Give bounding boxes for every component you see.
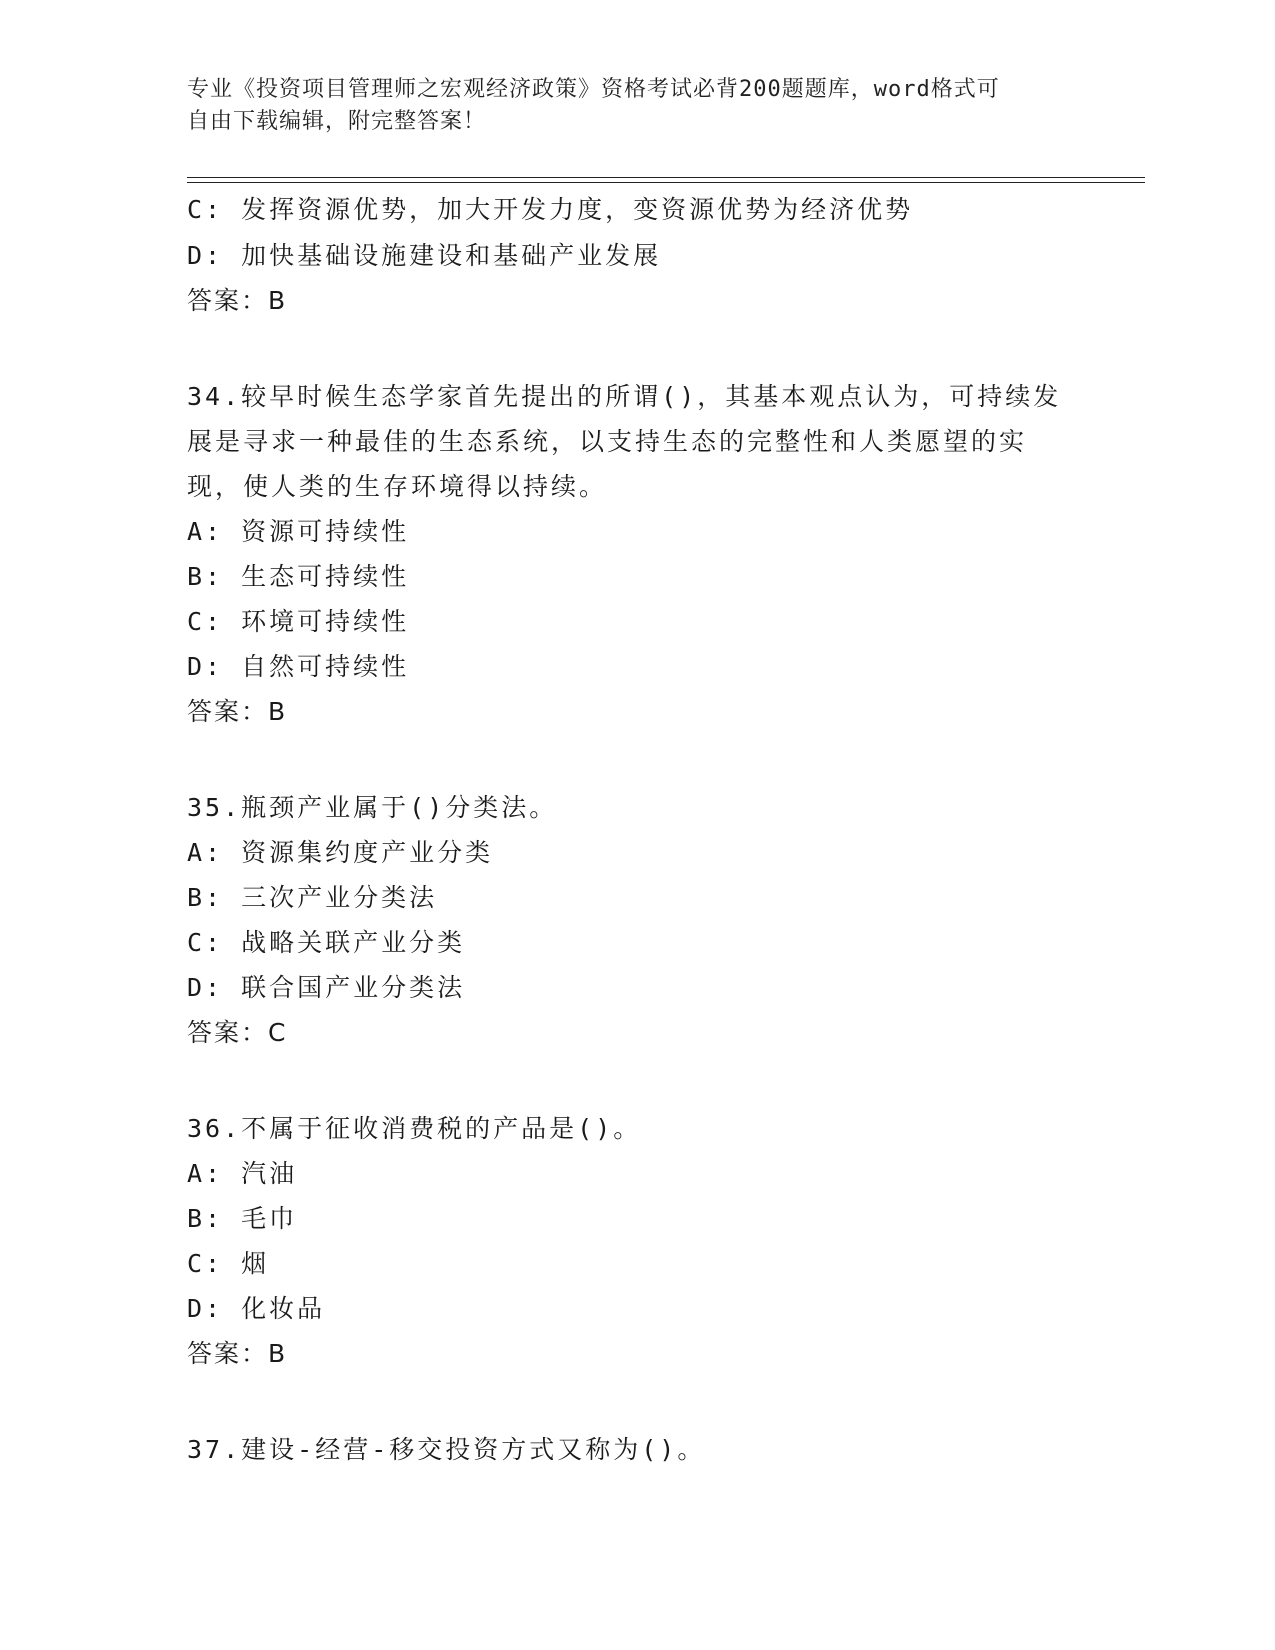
option-a: A: 资源可持续性 (187, 517, 410, 546)
option-c: C: 烟 (187, 1249, 270, 1278)
question-stem-line: 展是寻求一种最佳的生态系统，以支持生态的完整性和人类愿望的实 (187, 427, 1028, 456)
answer-text: 答案：B (187, 1339, 288, 1368)
option-d: D: 化妆品 (187, 1294, 326, 1323)
answer-text: 答案：C (187, 1018, 288, 1047)
question-stem-line: 现，使人类的生存环境得以持续。 (187, 472, 608, 501)
question-stem-line: 36.不属于征收消费税的产品是()。 (187, 1114, 642, 1143)
option-c: C: 发挥资源优势，加大开发力度，变资源优势为经济优势 (187, 195, 914, 224)
question-stem-line: 34.较早时候生态学家首先提出的所谓()，其基本观点认为，可持续发 (187, 382, 1062, 411)
option-d: D: 自然可持续性 (187, 652, 410, 681)
header-title-line-2: 自由下载编辑，附完整答案！ (187, 109, 487, 134)
header-divider-top (187, 177, 1145, 178)
header-divider-bottom (187, 182, 1145, 183)
question-stem-line: 37.建设-经营-移交投资方式又称为()。 (187, 1435, 706, 1464)
option-b: B: 生态可持续性 (187, 562, 410, 591)
option-b: B: 毛巾 (187, 1204, 298, 1233)
option-c: C: 战略关联产业分类 (187, 928, 466, 957)
document-header (187, 74, 1087, 138)
option-d: D: 加快基础设施建设和基础产业发展 (187, 241, 662, 270)
option-c: C: 环境可持续性 (187, 607, 410, 636)
header-title-line-1: 专业《投资项目管理师之宏观经济政策》资格考试必背200题题库，word格式可 (187, 77, 1000, 102)
question-stem-line: 35.瓶颈产业属于()分类法。 (187, 793, 558, 822)
option-a: A: 汽油 (187, 1159, 298, 1188)
option-a: A: 资源集约度产业分类 (187, 838, 494, 867)
answer-text: 答案：B (187, 286, 288, 315)
answer-text: 答案：B (187, 697, 288, 726)
option-d: D: 联合国产业分类法 (187, 973, 466, 1002)
option-b: B: 三次产业分类法 (187, 883, 438, 912)
